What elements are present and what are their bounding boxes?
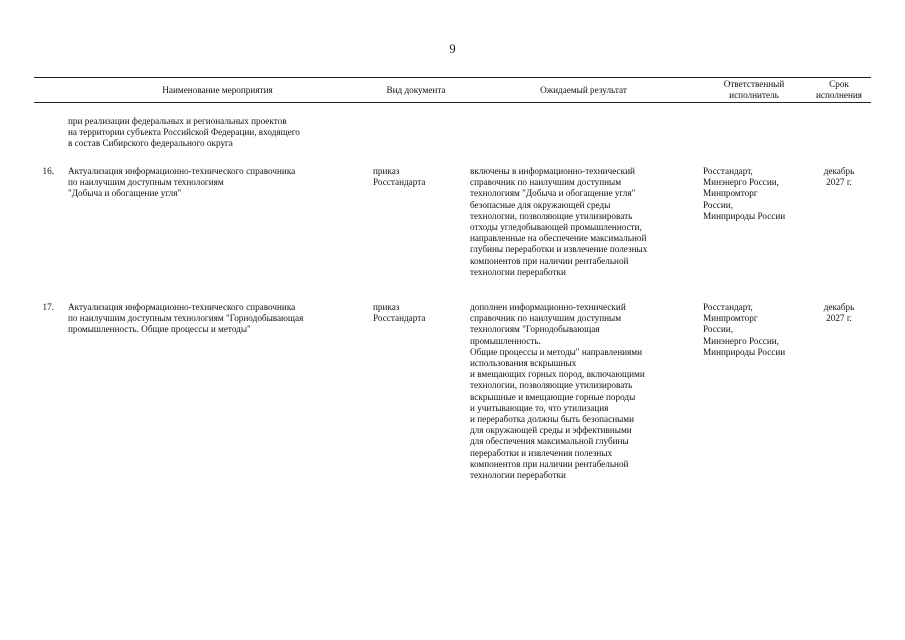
table-header-bottom-rule — [34, 102, 871, 103]
header-deadline: Срок исполнения — [815, 79, 863, 100]
header-responsible: Ответственный исполнитель — [723, 79, 785, 100]
row-name: Актуализация информационно-технического справочника по наилучшим доступным технологиям "Горнодобывающая промышленность. Общие процессы и методы" — [68, 302, 304, 335]
row-number: 17. — [42, 302, 54, 312]
header-document-type: Вид документа — [386, 85, 446, 95]
row-number: 16. — [42, 166, 54, 176]
row-responsible: Росстандарт, Минэнерго России, Минпромторг России, Минприроды России — [703, 166, 786, 221]
page-number: 9 — [449, 42, 456, 56]
row-responsible: Росстандарт, Минпромторг России, Минэнерго России, Минприроды России — [703, 302, 786, 357]
continuation-text: при реализации федеральных и региональных проектов на территории субъекта Российской Федерации, входящего в состав Сибирского федерального округа — [68, 116, 300, 149]
row-document-type: приказ Росстандарта — [373, 166, 426, 188]
row-expected-result: дополнен информационно-технический справочник по наилучшим доступным технологиям "Горнодобывающая промышленность. Общие процессы и методы" направлениями использования вскрышных и вмещающих горных пород, включающими технологии, позволяющие утилизировать вскрышные и вмещающие горные породы и учитывающие то, что утилизация и переработка должны быть безопасными для окружающей среды и эффективными для обеспечения максимальной глубины переработки и извлечения полезных компонентов при наличии рентабельной технологии переработки — [470, 302, 645, 481]
row-deadline: декабрь 2027 г. — [823, 166, 855, 188]
row-deadline: декабрь 2027 г. — [823, 302, 855, 324]
header-expected-result: Ожидаемый результат — [540, 85, 627, 95]
table-header-top-rule — [34, 77, 871, 78]
row-name: Актуализация информационно-технического справочника по наилучшим доступным технологиям "Добыча и обогащение угля" — [68, 166, 296, 199]
row-expected-result: включены в информационно-технический справочник по наилучшим доступным технологиям "Добыча и обогащение угля" безопасные для окружающей среды технологии, позволяющие утилизировать отходы угледобывающей промышленности, направленные на обеспечение максимальной глубины переработки и извлечение полезных компонентов при наличии рентабельной технологии переработки — [470, 166, 648, 277]
header-name: Наименование мероприятия — [162, 85, 273, 95]
row-document-type: приказ Росстандарта — [373, 302, 426, 324]
